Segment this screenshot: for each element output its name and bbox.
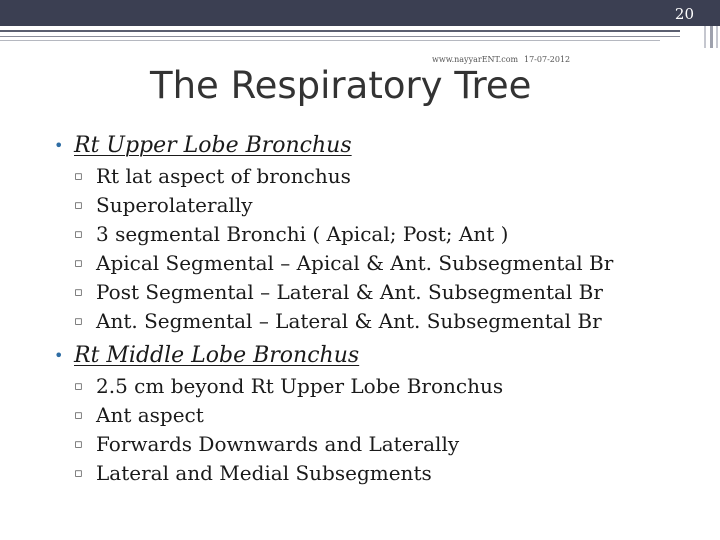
list-item (54, 220, 694, 249)
list-item (54, 249, 694, 278)
bullet-square-icon: ▫ (74, 285, 83, 300)
list-item-text: Forwards Downwards and Laterally (96, 432, 460, 456)
bullet-square-icon: ▫ (74, 227, 83, 242)
list-item (54, 278, 694, 307)
bullet-square-icon: ▫ (74, 437, 83, 452)
list-item (54, 401, 694, 430)
list-item-text: Ant. Segmental – Lateral & Ant. Subsegmental Br (96, 309, 602, 333)
header-divider (0, 30, 680, 32)
section-heading-text: Rt Upper Lobe Bronchus (74, 133, 352, 158)
bullet-dot-icon: • (54, 136, 64, 155)
bullet-square-icon: ▫ (74, 169, 83, 184)
list-item (54, 162, 694, 191)
list-item-text: Ant aspect (96, 403, 204, 427)
page-number: 20 (674, 5, 694, 23)
list-item-text: 2.5 cm beyond Rt Upper Lobe Bronchus (96, 374, 504, 398)
list-item-text: Superolaterally (96, 193, 253, 217)
header-site: www.nayyarENT.com (432, 55, 519, 64)
corner-decoration (710, 26, 713, 48)
slide-title: The Respiratory Tree (150, 64, 532, 107)
bullet-square-icon: ▫ (74, 314, 83, 329)
header-date: 17-07-2012 (524, 55, 571, 64)
list-item (54, 372, 694, 401)
slide-body (54, 130, 694, 488)
corner-decoration (704, 26, 706, 48)
section-heading-text: Rt Middle Lobe Bronchus (74, 343, 360, 368)
list-item (54, 307, 694, 336)
list-item (54, 459, 694, 488)
list-item-text: Lateral and Medial Subsegments (96, 461, 432, 485)
list-item-text: 3 segmental Bronchi ( Apical; Post; Ant ) (96, 222, 509, 246)
bullet-square-icon: ▫ (74, 379, 83, 394)
list-item-text: Apical Segmental – Apical & Ant. Subsegmental Br (96, 251, 614, 275)
section-heading (54, 130, 694, 162)
header-divider (0, 36, 680, 37)
bullet-square-icon: ▫ (74, 466, 83, 481)
header-divider (0, 40, 660, 41)
header-band (0, 0, 720, 26)
section-heading (54, 340, 694, 372)
list-item (54, 430, 694, 459)
list-item (54, 191, 694, 220)
corner-decoration (716, 26, 718, 48)
bullet-dot-icon: • (54, 346, 64, 365)
bullet-square-icon: ▫ (74, 408, 83, 423)
bullet-square-icon: ▫ (74, 198, 83, 213)
list-item-text: Rt lat aspect of bronchus (96, 164, 351, 188)
bullet-square-icon: ▫ (74, 256, 83, 271)
list-item-text: Post Segmental – Lateral & Ant. Subsegmental Br (96, 280, 603, 304)
